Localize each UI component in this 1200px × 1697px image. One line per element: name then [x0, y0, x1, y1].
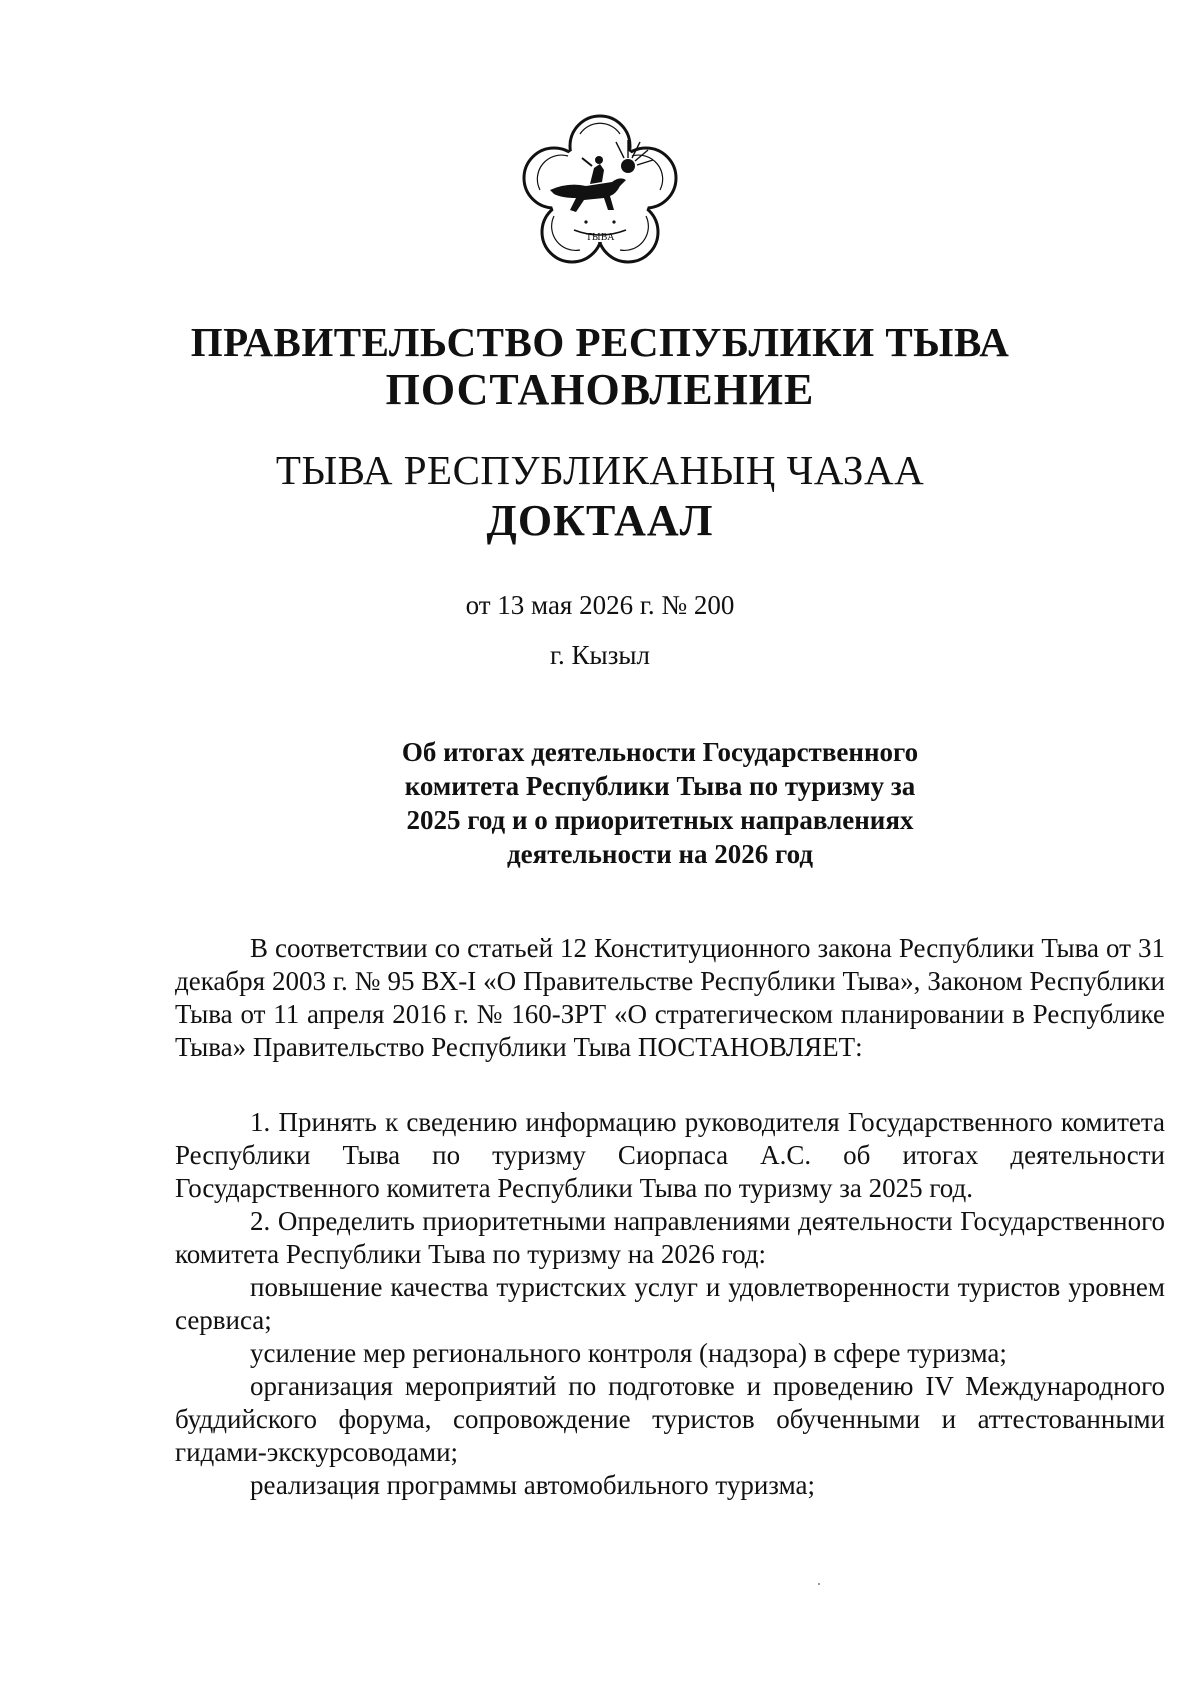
scan-speck — [818, 1583, 820, 1585]
item-2-paragraph: 2. Определить приоритетными направлениями деятельности Государственного комитета Республики Тыва по туризму на 2026 год: — [175, 1206, 1165, 1269]
government-name-tyv: ТЫВА РЕСПУБЛИКАНЫҢ ЧАЗАА — [275, 447, 925, 493]
coat-of-arms-icon — [520, 112, 680, 272]
priority-item: усиление мер регионального контроля (надзора) в сфере туризма; — [250, 1338, 1007, 1368]
item-1-paragraph: 1. Принять к сведению информацию руководителя Государственного комитета Республики Тыва по туризму Сиорпаса А.С. об итогах деятельности Государственного комитета Республики Тыва по туризму за 2025 год. — [175, 1107, 1165, 1203]
document-type-tyv: ДОКТААЛ — [486, 496, 714, 545]
document-city: г. Кызыл — [550, 640, 650, 670]
document-type-ru: ПОСТАНОВЛЕНИЕ — [385, 365, 815, 414]
government-name-ru: ПРАВИТЕЛЬСТВО РЕСПУБЛИКИ ТЫВА — [190, 319, 1010, 365]
subject-line: 2025 год и о приоритетных направлениях — [406, 805, 914, 835]
subject-line: деятельности на 2026 год — [506, 839, 814, 869]
emblem — [0, 112, 1200, 277]
document-date-number: от 13 мая 2026 г. № 200 — [465, 590, 735, 620]
document-body — [175, 932, 1165, 1502]
subject-line: Об итогах деятельности Государственного — [401, 737, 919, 767]
preamble-paragraph: В соответствии со статьей 12 Конституционного закона Республики Тыва от 31 декабря 2003 г. № 95 ВХ-I «О Правительстве Республики Тыва», Законом Республики Тыва от 11 апреля 2016 г. № 160-ЗРТ «О стратегическом планировании в Республике Тыва» Правительство Республики Тыва ПОСТАНОВЛЯЕТ: — [175, 933, 1165, 1062]
priority-item: реализация программы автомобильного туризма; — [250, 1470, 815, 1500]
svg-text:ТЫВА: ТЫВА — [585, 233, 615, 243]
priority-item: организация мероприятий по подготовке и проведению IV Международного буддийского форума, сопровождение туристов обученными и аттестованными гидами-экскурсоводами; — [175, 1371, 1165, 1467]
document-subject — [360, 735, 960, 871]
priority-item: повышение качества туристских услуг и удовлетворенности туристов уровнем сервиса; — [175, 1272, 1165, 1335]
subject-line: комитета Республики Тыва по туризму за — [404, 771, 916, 801]
